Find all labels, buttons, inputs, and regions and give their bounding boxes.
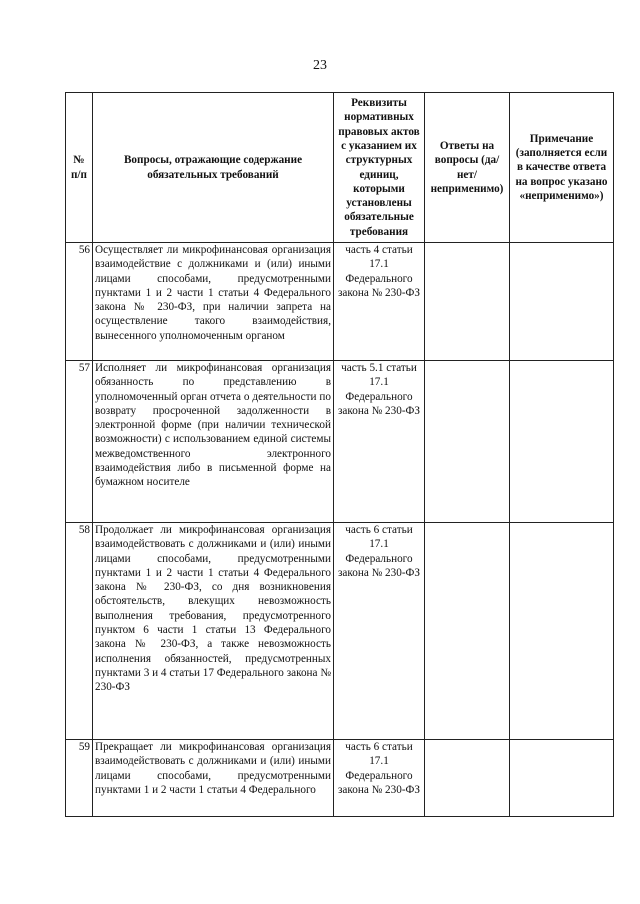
- table-row: [66, 243, 614, 361]
- page-number: 23: [313, 58, 327, 73]
- row-number: 58: [66, 523, 93, 740]
- row-reference: часть 6 статьи 17.1 Федерального закона № 230-ФЗ: [334, 740, 425, 817]
- row-answer-cell[interactable]: [425, 243, 510, 361]
- row-note-cell[interactable]: [510, 740, 614, 817]
- row-answer-cell[interactable]: [425, 740, 510, 817]
- row-number: 56: [66, 243, 93, 361]
- row-question: Осуществляет ли микрофинансовая организация взаимодействие с должниками и (или) иными лицами способами, предусмотренными пунктами 1 и 2 части 1 статьи 4 Федерального закона № 230-ФЗ, при наличии запрета на осуществление такого взаимодействия, вынесенного уполномоченным органом: [93, 243, 334, 361]
- row-question: Исполняет ли микрофинансовая организация обязанность по представлению в уполномоченный орган отчета о деятельности по возврату просроченной задолженности в электронной форме (при наличии технической возможности) с использованием единой системы межведомственного электронного взаимодействия либо в письменной форме на бумажном носителе: [93, 361, 334, 523]
- row-note-cell[interactable]: [510, 361, 614, 523]
- row-answer-cell[interactable]: [425, 361, 510, 523]
- row-question: Прекращает ли микрофинансовая организация взаимодействовать с должниками и (или) иными лицами способами, предусмотренными пунктами 1 и 2 части 1 статьи 4 Федерального: [93, 740, 334, 817]
- header-num: № п/п: [66, 93, 93, 243]
- table-header-row: [66, 93, 614, 243]
- row-reference: часть 5.1 статьи 17.1 Федерального закона № 230-ФЗ: [334, 361, 425, 523]
- header-answer: Ответы на вопросы (да/нет/ неприменимо): [425, 93, 510, 243]
- header-note: Примечание (заполняется если в качестве ответа на вопрос указано «неприменимо»): [510, 93, 614, 243]
- row-question: Продолжает ли микрофинансовая организация взаимодействовать с должниками и (или) иными лицами способами, предусмотренными пунктами 1 и 2 части 1 статьи 4 Федерального закона № 230-ФЗ, со дня возникновения обстоятельств, влекущих невозможность выполнения требования, предусмотренного пунктом 6 части 1 статьи 13 Федерального закона № 230-ФЗ, а также невозможность исполнения обязанностей, предусмотренных пунктами 3 и 4 статьи 17 Федерального закона № 230-ФЗ: [93, 523, 334, 740]
- row-reference: часть 6 статьи 17.1 Федерального закона № 230-ФЗ: [334, 523, 425, 740]
- row-note-cell[interactable]: [510, 243, 614, 361]
- table-row: [66, 523, 614, 740]
- row-number: 57: [66, 361, 93, 523]
- table-row: [66, 361, 614, 523]
- header-reference: Реквизиты нормативных правовых актов с указанием их структурных единиц, которыми установлены обязательные требования: [334, 93, 425, 243]
- row-reference: часть 4 статьи 17.1 Федерального закона № 230-ФЗ: [334, 243, 425, 361]
- row-answer-cell[interactable]: [425, 523, 510, 740]
- table-row: [66, 740, 614, 817]
- header-question: Вопросы, отражающие содержание обязательных требований: [93, 93, 334, 243]
- row-note-cell[interactable]: [510, 523, 614, 740]
- row-number: 59: [66, 740, 93, 817]
- requirements-table: [65, 92, 614, 817]
